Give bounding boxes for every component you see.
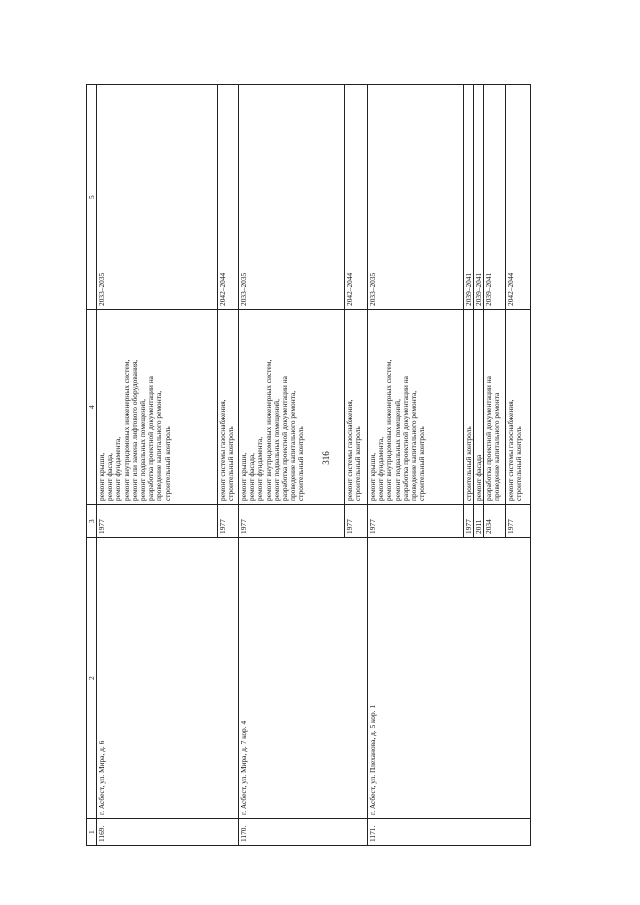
row-work-item: разработка проектной документации на <box>146 376 156 501</box>
row-work-item: строительный контроль <box>514 426 524 501</box>
row-work-item: ремонт крыши, <box>239 452 248 501</box>
row-work-item: ремонт внутридомовых инженерных систем, <box>121 359 131 501</box>
row-year: 1977 <box>506 519 515 534</box>
row-work-item: строительный контроль <box>353 426 363 501</box>
row-work-item: разработка проектной документации на <box>280 376 289 501</box>
row-work-item: ремонт крыши, <box>97 452 106 501</box>
row-work-item: ремонт фундамента, <box>255 436 265 501</box>
row-work-item: разработка проектной документации на <box>400 376 410 501</box>
row-year: 2011 <box>474 519 483 534</box>
row-work-item: ремонт подвальных помещений, <box>138 399 147 501</box>
row-year: 1977 <box>218 519 227 534</box>
header-col2: 2 <box>87 675 96 680</box>
row-address: г. Асбест, ул. Мира, д. 7 кор. 4 <box>239 720 248 815</box>
row-period: 2039–2041 <box>464 272 473 306</box>
row-work-item: ремонт системы газоснабжения, <box>506 399 515 501</box>
row-period: 2042–2044 <box>506 272 515 306</box>
row-work-item: ремонт подвальных помещений, <box>271 399 281 501</box>
row-period: 2039–2041 <box>474 272 483 306</box>
row-period: 2039–2041 <box>484 272 493 306</box>
row-year: 1977 <box>464 519 473 534</box>
row-period: 2042–2044 <box>345 272 354 306</box>
header-col4: 4 <box>87 404 96 409</box>
row-work-item: ремонт подвальных помещений, <box>392 399 402 501</box>
row-year: 1977 <box>97 519 106 534</box>
row-work-item: проведение капитального ремонта, <box>409 390 418 501</box>
header-col1: 1 <box>87 829 96 834</box>
header-col5: 5 <box>87 194 96 199</box>
row-work-item: ремонт или замена лифтового оборудования, <box>129 359 139 501</box>
row-address: г. Асбест, ул. Плеханова, д. 5 кор. 1 <box>368 704 377 815</box>
row-work-item: строительный контроль <box>417 426 427 501</box>
row-period: 2042–2044 <box>218 272 227 306</box>
row-work-item: строительный контроль <box>296 426 306 501</box>
row-work-item: ремонт фасада, <box>105 453 115 501</box>
row-work-item: ремонт внутридомовых инженерных систем, <box>263 359 273 501</box>
row-work-item: строительный контроль <box>162 426 172 501</box>
row-year: 1977 <box>239 519 248 534</box>
page-number: 316 <box>320 451 331 465</box>
column-divider <box>86 818 530 819</box>
row-period: 2033–2035 <box>239 272 248 306</box>
row-work-item: строительный контроль <box>226 426 236 501</box>
row-year: 1977 <box>368 519 377 534</box>
row-work-item: разработка проектной документации на <box>484 376 493 501</box>
row-period: 2033–2035 <box>368 272 377 306</box>
row-work-item: проведение капитального ремонта <box>492 392 502 501</box>
row-work-item: ремонт фундамента, <box>376 436 386 501</box>
column-divider <box>86 537 530 538</box>
row-number: 1171. <box>368 825 377 842</box>
row-address: г. Асбест, ул. Мира, д. 6 <box>97 740 106 815</box>
row-work-item: ремонт системы газоснабжения, <box>345 399 354 501</box>
row-work-item: строительный контроль <box>464 426 473 501</box>
row-work-item: ремонт крыши, <box>368 452 377 501</box>
table-border-right <box>530 84 531 845</box>
table-border-bottom <box>86 845 531 846</box>
row-year: 2034 <box>484 519 493 534</box>
row-work-item: ремонт системы газоснабжения, <box>218 399 227 501</box>
row-number: 1169. <box>97 825 106 842</box>
row-work-item: ремонт внутридомовых инженерных систем, <box>384 359 394 501</box>
row-work-item: ремонт фасада <box>474 454 483 501</box>
row-work-item: ремонт фасада, <box>247 453 257 501</box>
row-work-item: проведение капитального ремонта, <box>288 390 298 501</box>
header-col3: 3 <box>87 518 96 523</box>
row-work-item: проведение капитального ремонта, <box>154 390 164 501</box>
row-period: 2033–2035 <box>97 272 106 306</box>
row-work-item: ремонт фундамента, <box>113 436 123 501</box>
row-number: 1170. <box>239 825 248 842</box>
row-year: 1977 <box>345 519 354 534</box>
